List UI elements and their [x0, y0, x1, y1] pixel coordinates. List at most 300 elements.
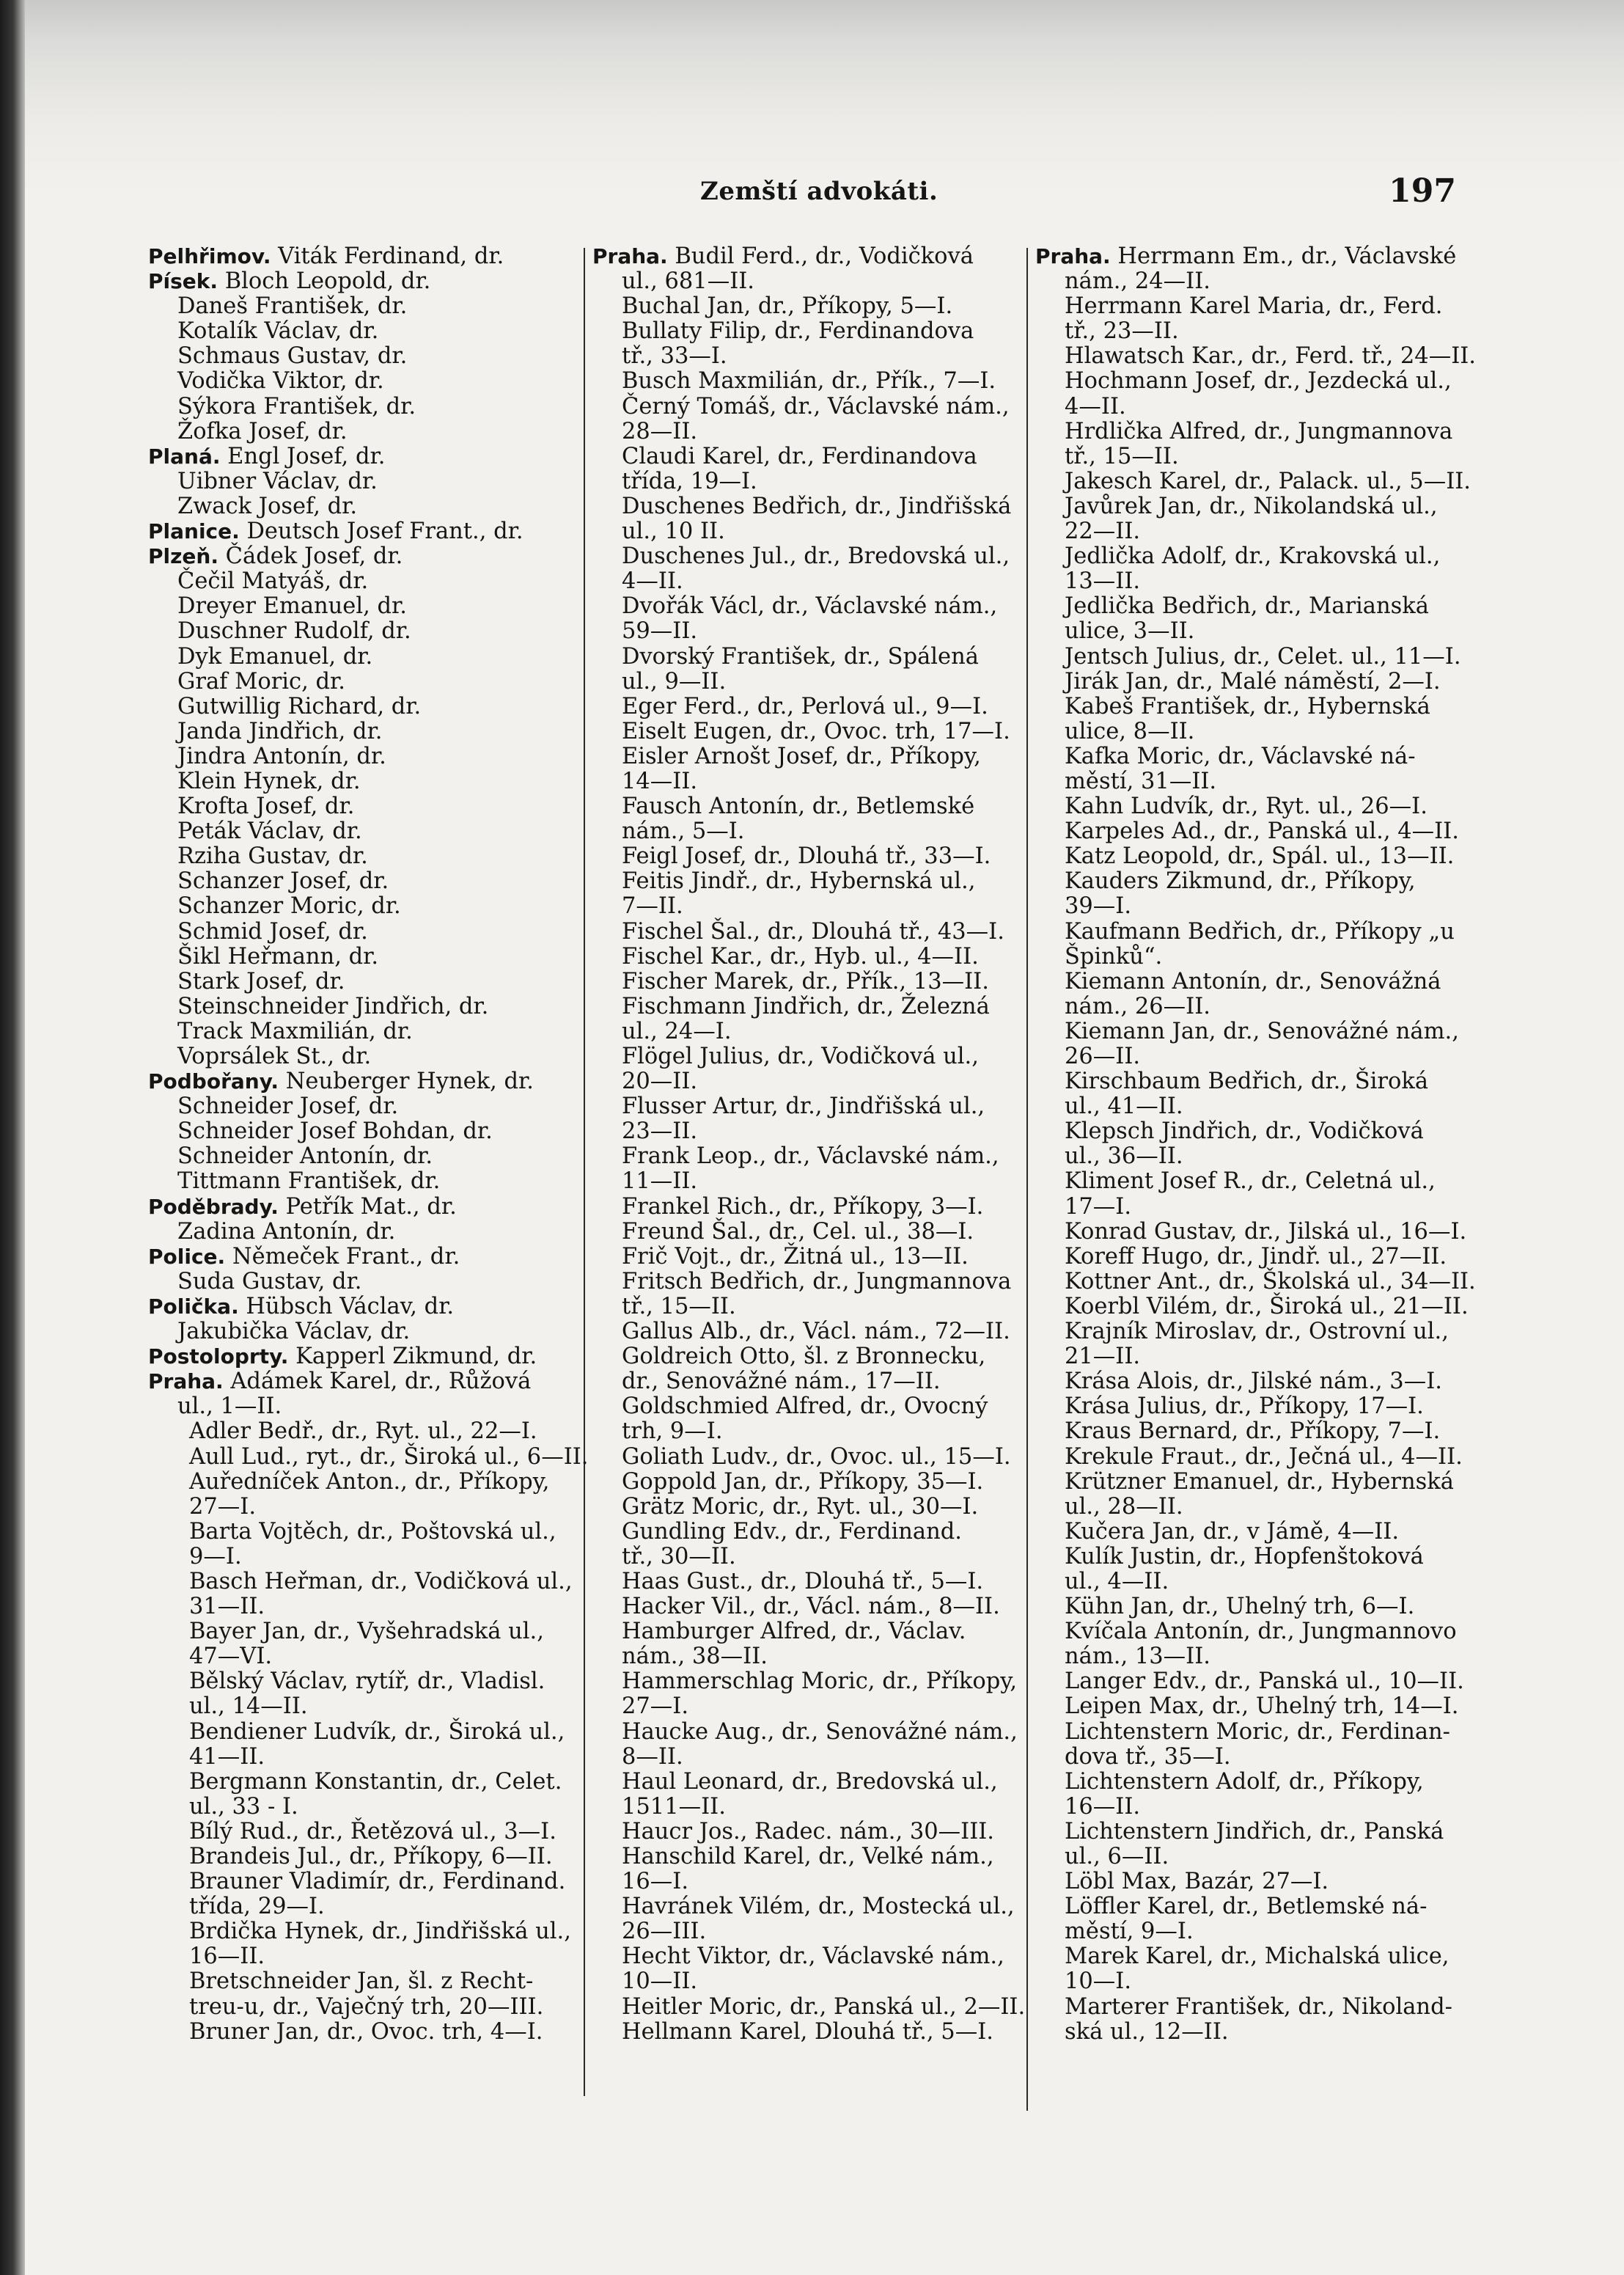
directory-line	[592, 494, 1025, 519]
entry-text: 16—I.	[622, 1869, 689, 1895]
entry-text: Brandeis Jul., dr., Příkopy, 6—II.	[189, 1844, 553, 1869]
entry-text: Flusser Artur, dr., Jindřišská ul.,	[622, 1093, 985, 1120]
directory-line	[148, 1644, 573, 1669]
column-divider-2	[1026, 248, 1028, 2111]
entry-text: Karpeles Ad., dr., Panská ul., 4—II.	[1065, 818, 1459, 845]
entry-text: nám., 38—II.	[622, 1644, 768, 1670]
entry-text: ul., 681—II.	[622, 268, 754, 295]
directory-line	[592, 1694, 1025, 1719]
entry-text: Jindra Antonín, dr.	[177, 743, 386, 769]
entry-text: ul., 33 - I.	[189, 1793, 298, 1820]
entry-text: Lichtenstern Adolf, dr., Příkopy,	[1065, 1768, 1424, 1795]
directory-line	[148, 1969, 573, 1994]
entry-text: městí, 9—I.	[1065, 1919, 1194, 1945]
entry-text: Lichtenstern Moric, dr., Ferdinan-	[1065, 1718, 1450, 1745]
directory-line	[148, 244, 573, 269]
place-name: Poděbrady.	[148, 1194, 279, 1219]
directory-line	[592, 744, 1025, 769]
directory-line	[1035, 1720, 1471, 1745]
directory-line	[1035, 294, 1471, 319]
entry-text: nám., 24—II.	[1065, 268, 1210, 295]
directory-line	[1035, 369, 1471, 394]
directory-column-3	[1035, 243, 1476, 2045]
column-divider-1	[584, 248, 585, 2096]
directory-line	[592, 1094, 1025, 1119]
entry-text: Kliment Josef R., dr., Celetná ul.,	[1065, 1168, 1436, 1195]
entry-text: dr., Senovážné nám., 17—II.	[622, 1369, 941, 1395]
directory-line	[1035, 920, 1471, 945]
entry-text: Budil Ferd., dr., Vodičková	[667, 243, 974, 269]
entry-text: tř., 23—II.	[1065, 318, 1179, 345]
directory-line	[1035, 1119, 1471, 1144]
entry-text: 7—II.	[622, 893, 683, 920]
directory-line	[592, 1770, 1025, 1795]
entry-text: Zadina Antonín, dr.	[177, 1218, 396, 1245]
entry-text: Marterer František, dr., Nikoland-	[1065, 1993, 1452, 2020]
directory-line	[1035, 343, 1476, 370]
entry-text: Fausch Antonín, dr., Betlemské	[622, 794, 975, 820]
directory-line	[1035, 1394, 1471, 1419]
directory-line	[592, 469, 1025, 494]
directory-line	[1035, 469, 1471, 494]
directory-line	[1035, 670, 1471, 695]
directory-line	[1035, 1495, 1471, 1520]
entry-text: Kabeš František, dr., Hybernská	[1065, 693, 1430, 719]
entry-text: Bílý Rud., dr., Řetězová ul., 3—I.	[189, 1818, 556, 1844]
directory-line	[592, 1720, 1025, 1745]
entry-text: Gallus Alb., dr., Václ. nám., 72—II.	[622, 1319, 1010, 1345]
directory-line	[592, 294, 1025, 319]
page-number: 197	[1389, 172, 1456, 210]
directory-line	[148, 1443, 589, 1470]
entry-text: Peták Václav, dr.	[177, 818, 362, 845]
directory-line	[1035, 1144, 1471, 1169]
directory-line	[148, 695, 573, 719]
directory-line	[148, 1669, 573, 1694]
entry-text: 14—II.	[622, 768, 698, 794]
directory-line	[1035, 395, 1471, 420]
directory-line	[148, 1044, 573, 1069]
place-name: Postoloprty.	[148, 1344, 289, 1369]
entry-text: Jirák Jan, dr., Malé náměstí, 2—I.	[1065, 668, 1441, 695]
entry-text: Rziha Gustav, dr.	[177, 843, 368, 870]
directory-line	[148, 619, 573, 644]
directory-line	[592, 819, 1025, 844]
directory-line	[592, 769, 1025, 794]
entry-text: ul., 41—II.	[1065, 1093, 1183, 1120]
entry-text: Haucr Jos., Radec. nám., 30—III.	[622, 1818, 994, 1844]
directory-line	[592, 369, 1025, 394]
entry-text: 31—II.	[189, 1594, 265, 1620]
directory-line	[148, 1770, 573, 1795]
entry-text: Barta Vojtěch, dr., Poštovská ul.,	[189, 1518, 556, 1545]
entry-text: Jakesch Karel, dr., Palack. ul., 5—II.	[1065, 468, 1471, 494]
place-name: Planá.	[148, 444, 221, 469]
directory-line	[148, 869, 573, 894]
entry-text: Němeček Frant., dr.	[225, 1243, 460, 1270]
entry-text: třída, 19—I.	[622, 468, 757, 494]
entry-text: Bruner Jan, dr., Ovoc. trh, 4—I.	[189, 2018, 543, 2045]
entry-text: Krása Alois, dr., Jilské nám., 3—I.	[1065, 1369, 1442, 1395]
directory-line	[1035, 645, 1471, 670]
entry-text: Schmid Josef, dr.	[177, 918, 368, 945]
directory-line	[148, 794, 573, 819]
directory-line	[592, 794, 1025, 819]
directory-line	[148, 1270, 573, 1294]
entry-text: Fischel Kar., dr., Hyb. ul., 4—II.	[622, 943, 979, 970]
entry-text: Haas Gust., dr., Dlouhá tř., 5—I.	[622, 1568, 984, 1594]
entry-text: Schmaus Gustav, dr.	[177, 343, 408, 370]
directory-line	[148, 1694, 573, 1719]
directory-line	[1035, 744, 1471, 769]
entry-text: Kotalík Václav, dr.	[177, 318, 379, 345]
directory-line	[592, 1044, 1025, 1069]
directory-line	[592, 1019, 1025, 1044]
entry-text: ul., 9—II.	[622, 668, 727, 695]
place-name: Polička.	[148, 1294, 239, 1319]
entry-text: Bělský Václav, rytíř, dr., Vladisl.	[189, 1668, 545, 1695]
entry-text: treu-u, dr., Vaječný trh, 20—III.	[189, 1993, 544, 2020]
directory-line	[148, 1369, 573, 1394]
entry-text: Hanschild Karel, dr., Velké nám.,	[622, 1844, 994, 1869]
directory-line	[592, 844, 1025, 869]
entry-text: Kahn Ludvík, dr., Ryt. ul., 26—I.	[1065, 794, 1428, 820]
entry-text: Graf Moric, dr.	[177, 668, 345, 695]
directory-line	[1035, 1094, 1471, 1119]
directory-line	[148, 894, 573, 919]
entry-text: Löbl Max, Bazár, 27—I.	[1065, 1869, 1329, 1895]
page-title: Zemští advokáti.	[700, 177, 938, 206]
directory-line	[1035, 1644, 1471, 1669]
directory-line	[148, 645, 573, 670]
entry-text: Petřík Mat., dr.	[278, 1193, 457, 1220]
directory-line	[1035, 1319, 1471, 1344]
directory-line	[592, 1419, 1025, 1444]
entry-text: Kaufmann Bedřich, dr., Příkopy „u	[1065, 918, 1455, 945]
entry-text: Kiemann Antonín, dr., Senovážná	[1065, 968, 1441, 994]
directory-line	[148, 1470, 573, 1495]
directory-line	[592, 1569, 1025, 1594]
directory-line	[148, 1545, 573, 1569]
entry-text: Leipen Max, dr., Uhelný trh, 14—I.	[1065, 1693, 1459, 1720]
entry-text: 28—II.	[622, 418, 698, 444]
entry-text: Hübsch Václav, dr.	[238, 1293, 455, 1319]
directory-line	[148, 945, 573, 970]
directory-line	[1035, 945, 1471, 970]
directory-line	[592, 945, 1025, 970]
entry-text: 10—I.	[1065, 1968, 1132, 1995]
entry-text: Koerbl Vilém, dr., Široká ul., 21—II.	[1065, 1293, 1469, 1319]
entry-text: Konrad Gustav, dr., Jilská ul., 16—I.	[1065, 1218, 1467, 1245]
entry-text: Krofta Josef, dr.	[177, 794, 355, 820]
entry-text: nám., 26—II.	[1065, 993, 1210, 1019]
entry-text: ul., 4—II.	[1065, 1568, 1169, 1594]
directory-line	[148, 1394, 573, 1419]
entry-text: ulice, 3—II.	[1065, 618, 1195, 645]
directory-line	[1035, 244, 1471, 269]
place-name: Písek.	[148, 269, 218, 294]
entry-text: Tittmann František, dr.	[177, 1168, 441, 1195]
entry-text: Čečil Matyáš, dr.	[177, 568, 369, 595]
entry-text: Kirschbaum Bedřich, dr., Široká	[1065, 1069, 1428, 1095]
entry-text: 21—II.	[1065, 1344, 1141, 1370]
directory-line	[592, 1445, 1025, 1470]
directory-line	[1035, 1470, 1471, 1495]
entry-text: Šikl Heřmann, dr.	[177, 943, 379, 970]
directory-line	[148, 744, 573, 769]
directory-line	[592, 1495, 1025, 1520]
directory-line	[1035, 1569, 1471, 1594]
entry-text: 27—I.	[189, 1493, 257, 1520]
entry-text: Freund Šal., dr., Cel. ul., 38—I.	[622, 1218, 974, 1245]
entry-text: Buchal Jan, dr., Příkopy, 5—I.	[622, 293, 953, 320]
directory-line	[148, 1144, 573, 1169]
directory-line	[148, 1294, 573, 1319]
place-name: Plzeň.	[148, 544, 218, 569]
entry-text: Bendiener Ludvík, dr., Široká ul.,	[189, 1718, 565, 1745]
entry-text: Voprsálek St., dr.	[177, 1044, 372, 1069]
entry-text: Adámek Karel, dr., Růžová	[223, 1369, 532, 1395]
entry-text: Krekule Fraut., dr., Ječná ul., 4—II.	[1065, 1443, 1463, 1470]
directory-line	[1035, 1044, 1471, 1069]
directory-line	[1035, 1245, 1471, 1270]
entry-text: Engl Josef, dr.	[220, 443, 386, 469]
entry-text: Grätz Moric, dr., Ryt. ul., 30—I.	[622, 1493, 979, 1520]
directory-line	[1035, 420, 1471, 444]
entry-text: Eger Ferd., dr., Perlová ul., 9—I.	[622, 693, 988, 719]
directory-line	[1035, 319, 1471, 344]
directory-line	[148, 2020, 573, 2045]
directory-line	[592, 569, 1025, 594]
entry-text: Feigl Josef, dr., Dlouhá tř., 33—I.	[622, 843, 991, 870]
directory-line	[1035, 1745, 1471, 1770]
directory-line	[592, 1919, 1025, 1944]
directory-line	[592, 1820, 1025, 1844]
directory-line	[148, 1944, 573, 1969]
directory-line	[148, 1419, 573, 1444]
entry-text: třída, 29—I.	[189, 1894, 325, 1920]
directory-line	[592, 1619, 1025, 1644]
entry-text: 4—II.	[622, 568, 683, 595]
directory-line	[148, 1569, 573, 1594]
directory-line	[592, 920, 1025, 945]
directory-line	[592, 1995, 1025, 2020]
directory-line	[1035, 1169, 1471, 1194]
entry-text: Zwack Josef, dr.	[177, 493, 358, 519]
directory-line	[592, 1169, 1025, 1194]
directory-line	[1035, 1419, 1471, 1444]
directory-line	[592, 594, 1025, 619]
directory-line	[1035, 1520, 1471, 1545]
entry-text: Hochmann Josef, dr., Jezdecká ul.,	[1065, 368, 1452, 395]
directory-line	[1035, 719, 1471, 744]
directory-line	[1035, 1019, 1471, 1044]
entry-text: nám., 13—II.	[1065, 1644, 1210, 1670]
directory-line	[1035, 1594, 1471, 1619]
entry-text: Viták Ferdinand, dr.	[271, 243, 504, 269]
entry-text: Dyk Emanuel, dr.	[177, 643, 373, 670]
directory-line	[148, 1619, 573, 1644]
directory-line	[592, 1319, 1025, 1344]
directory-line	[148, 920, 573, 945]
entry-text: Katz Leopold, dr., Spál. ul., 13—II.	[1065, 843, 1455, 870]
directory-line	[148, 1995, 573, 2020]
directory-line	[592, 994, 1025, 1019]
directory-line	[592, 1069, 1025, 1094]
entry-text: Duschenes Jul., dr., Bredovská ul.,	[622, 543, 1010, 570]
directory-line	[1035, 1294, 1471, 1319]
entry-text: 39—I.	[1065, 893, 1132, 920]
directory-line	[592, 1545, 1025, 1569]
entry-text: Frank Leop., dr., Václavské nám.,	[622, 1143, 999, 1170]
entry-text: dova tř., 35—I.	[1065, 1743, 1231, 1770]
entry-text: Heitler Moric, dr., Panská ul., 2—II.	[622, 1993, 1026, 2020]
directory-line	[148, 1245, 573, 1270]
entry-text: ul., 1—II.	[177, 1393, 282, 1420]
directory-line	[1035, 794, 1471, 819]
entry-text: Krajník Miroslav, dr., Ostrovní ul.,	[1065, 1319, 1449, 1345]
entry-text: Hecht Viktor, dr., Václavské nám.,	[622, 1944, 1004, 1970]
entry-text: 8—II.	[622, 1743, 683, 1770]
entry-text: Hlawatsch Kar., dr., Ferd. tř., 24—II.	[1065, 343, 1476, 370]
entry-text: 27—I.	[622, 1693, 689, 1720]
directory-line	[592, 1294, 1025, 1319]
entry-text: Kulík Justin, dr., Hopfenštoková	[1065, 1543, 1424, 1569]
directory-line	[148, 994, 573, 1019]
entry-text: Adler Bedř., dr., Ryt. ul., 22—I.	[189, 1418, 537, 1445]
entry-text: Steinschneider Jindřich, dr.	[177, 993, 489, 1019]
entry-text: Koreff Hugo, dr., Jindř. ul., 27—II.	[1065, 1243, 1447, 1270]
entry-text: Klepsch Jindřich, dr., Vodičková	[1065, 1118, 1424, 1145]
entry-text: městí, 31—II.	[1065, 768, 1217, 794]
entry-text: Herrmann Karel Maria, dr., Ferd.	[1065, 293, 1443, 320]
directory-line	[1035, 1545, 1471, 1569]
entry-text: Sýkora František, dr.	[177, 393, 416, 420]
directory-line	[592, 1894, 1025, 1919]
entry-text: Lichtenstern Jindřich, dr., Panská	[1065, 1818, 1444, 1844]
directory-line	[1035, 1268, 1476, 1294]
entry-text: Gutwillig Richard, dr.	[177, 693, 422, 719]
book-binding-edge	[0, 0, 25, 2275]
directory-line	[148, 1094, 573, 1119]
directory-line	[1035, 1619, 1471, 1644]
directory-line	[1035, 594, 1471, 619]
directory-line	[592, 269, 1025, 294]
entry-text: 4—II.	[1065, 393, 1126, 420]
directory-line	[592, 420, 1025, 444]
entry-text: 59—II.	[622, 618, 698, 645]
directory-column-1	[148, 243, 589, 2045]
directory-line	[1035, 544, 1471, 569]
entry-text: Eiselt Eugen, dr., Ovoc. trh, 17—I.	[622, 718, 1010, 744]
directory-line	[148, 1220, 573, 1245]
entry-text: Goldschmied Alfred, dr., Ovocný	[622, 1393, 988, 1420]
directory-line	[148, 1119, 573, 1144]
entry-text: Dreyer Emanuel, dr.	[177, 593, 407, 620]
directory-line	[592, 719, 1025, 744]
entry-text: Hammerschlag Moric, dr., Příkopy,	[622, 1668, 1018, 1695]
directory-line	[148, 1894, 573, 1919]
place-name: Police.	[148, 1244, 226, 1269]
entry-text: Duschenes Bedřich, dr., Jindřišská	[622, 493, 1012, 519]
entry-text: Špinků“.	[1065, 943, 1163, 970]
entry-text: Hacker Vil., dr., Václ. nám., 8—II.	[622, 1594, 1000, 1620]
entry-text: 47—VI.	[189, 1644, 273, 1670]
directory-line	[1035, 1995, 1471, 2020]
entry-text: Löffler Karel, dr., Betlemské ná-	[1065, 1894, 1428, 1920]
directory-line	[148, 1195, 573, 1220]
directory-line	[1035, 269, 1471, 294]
entry-text: ul., 14—II.	[189, 1693, 308, 1720]
entry-text: Bayer Jan, dr., Vyšehradská ul.,	[189, 1619, 544, 1645]
entry-text: Marek Karel, dr., Michalská ulice,	[1065, 1944, 1450, 1970]
entry-text: Fischel Šal., dr., Dlouhá tř., 43—I.	[622, 918, 1004, 945]
entry-text: Auředníček Anton., dr., Příkopy,	[189, 1468, 550, 1495]
directory-line	[148, 1319, 573, 1344]
directory-line	[592, 395, 1025, 420]
entry-text: Hellmann Karel, Dlouhá tř., 5—I.	[622, 2018, 993, 2045]
entry-text: Daneš František, dr.	[177, 293, 408, 320]
entry-text: Kučera Jan, dr., v Jámě, 4—II.	[1065, 1518, 1400, 1545]
directory-line	[1035, 569, 1471, 594]
entry-text: Schneider Josef, dr.	[177, 1093, 399, 1120]
entry-text: Hamburger Alfred, dr., Václav.	[622, 1619, 966, 1645]
directory-line	[1035, 619, 1471, 644]
directory-line	[148, 970, 573, 994]
entry-text: Fischmann Jindřich, dr., Železná	[622, 993, 990, 1019]
entry-text: Frankel Rich., dr., Příkopy, 3—I.	[622, 1193, 984, 1220]
directory-line	[1035, 1669, 1471, 1694]
directory-line	[592, 1844, 1025, 1869]
entry-text: 11—II.	[622, 1168, 698, 1195]
entry-text: Janda Jindřich, dr.	[177, 718, 383, 744]
entry-text: Brdička Hynek, dr., Jindřišská ul.,	[189, 1919, 571, 1945]
entry-text: 1511—II.	[622, 1793, 726, 1820]
directory-line	[592, 444, 1025, 469]
entry-text: 23—II.	[622, 1118, 698, 1145]
directory-line	[592, 344, 1025, 369]
directory-line	[592, 1344, 1025, 1369]
directory-line	[592, 1220, 1025, 1245]
directory-line	[1035, 1969, 1471, 1994]
directory-line	[592, 1745, 1025, 1770]
entry-text: 16—II.	[1065, 1793, 1141, 1820]
directory-line	[592, 1944, 1025, 1969]
entry-text: Brauner Vladimír, dr., Ferdinand.	[189, 1869, 566, 1895]
directory-line	[592, 1644, 1025, 1669]
entry-text: Bretschneider Jan, šl. z Recht-	[189, 1968, 534, 1995]
entry-text: Schneider Josef Bohdan, dr.	[177, 1118, 493, 1145]
directory-line	[148, 1495, 573, 1520]
entry-text: 13—II.	[1065, 568, 1141, 595]
entry-text: Černý Tomáš, dr., Václavské nám.,	[622, 393, 1010, 420]
directory-line	[592, 1470, 1025, 1495]
directory-line	[1035, 1069, 1471, 1094]
entry-text: Javůrek Jan, dr., Nikolandská ul.,	[1065, 493, 1438, 519]
directory-line	[148, 1795, 573, 1820]
entry-text: Žofka Josef, dr.	[177, 418, 348, 444]
directory-line	[1035, 769, 1471, 794]
place-name: Praha.	[148, 1369, 224, 1394]
directory-line	[148, 269, 573, 294]
directory-line	[148, 1520, 573, 1545]
entry-text: ul., 6—II.	[1065, 1844, 1169, 1869]
entry-text: Bloch Leopold, dr.	[218, 268, 431, 295]
entry-text: Eisler Arnošt Josef, dr., Příkopy,	[622, 743, 981, 769]
directory-line	[592, 1270, 1025, 1294]
directory-line	[1035, 1344, 1471, 1369]
directory-line	[592, 1245, 1025, 1270]
